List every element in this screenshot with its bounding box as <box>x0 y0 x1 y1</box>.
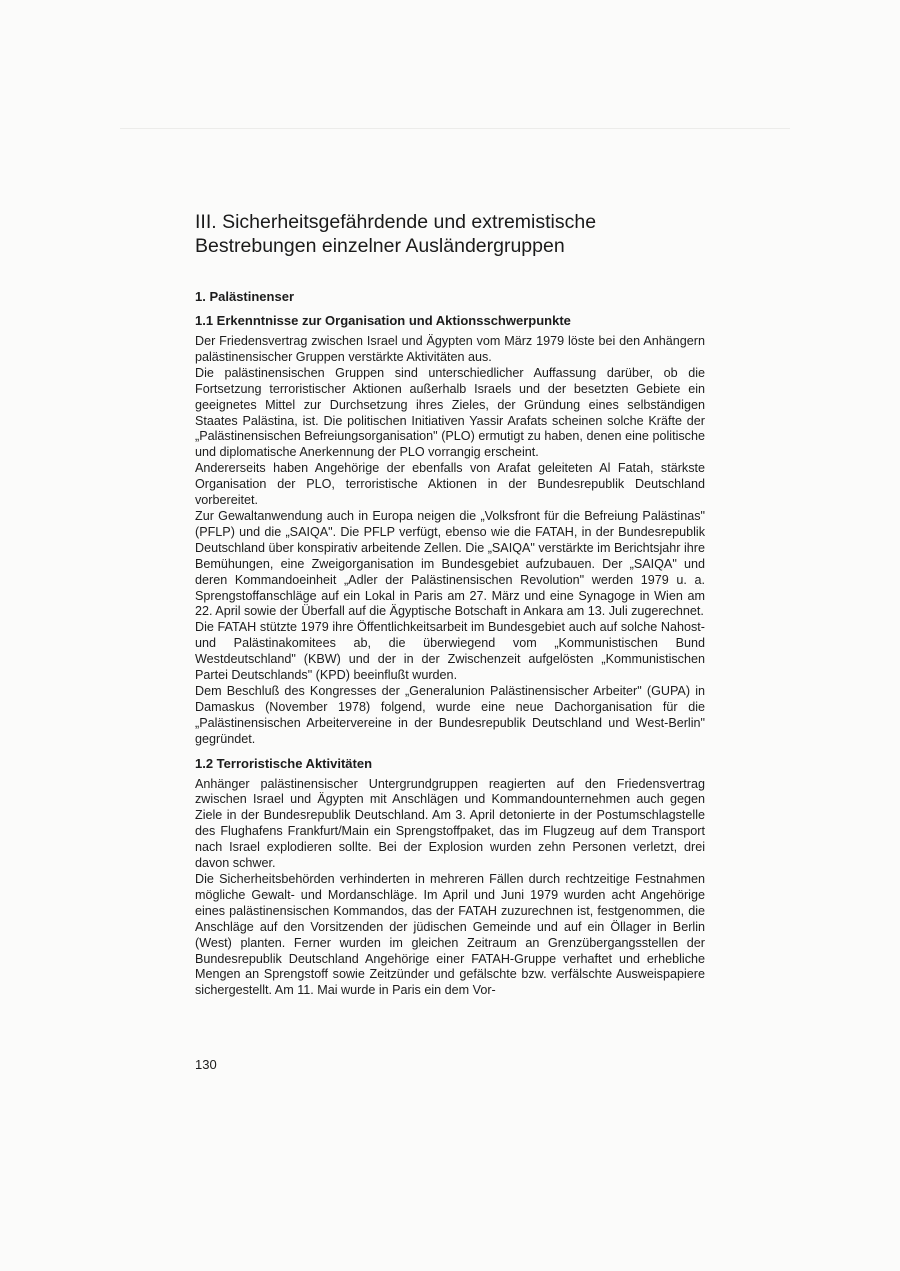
paragraph: Der Friedensvertrag zwischen Israel und Ägypten vom März 1979 löste bei den Anhängern palästinensischer Gruppen verstärkte Aktivitäten aus. <box>195 334 705 364</box>
scan-artifact-line <box>120 128 790 129</box>
paragraph: Die Sicherheitsbehörden verhinderten in mehreren Fällen durch rechtzeitige Festnahmen mögliche Gewalt- und Mordanschläge. Im April und Juni 1979 wurden acht Angehörige eines palästinensischen Kommandos, das der FATAH zuzurechnen ist, festgenommen, die Anschläge auf den Vorsitzenden der jüdischen Gemeinde und auf ein Öllager in Berlin (West) planten. Ferner wurden im gleichen Zeitraum an Grenzübergangsstellen der Bundesrepublik Deutschland Angehörige einer FATAH-Gruppe verhaftet und erhebliche Mengen an Sprengstoff sowie Zeitzünder und gefälschte bzw. verfälschte Ausweispapiere sichergestellt. Am 11. Mai wurde in Paris ein dem Vor- <box>195 872 705 998</box>
subsection-heading-1-2: 1.2 Terroristische Aktivitäten <box>195 755 373 771</box>
paragraph: Die FATAH stützte 1979 ihre Öffentlichkeitsarbeit im Bundesgebiet auch auf solche Nahost- und Palästinakomitees ab, die überwiegend vom „Kommunistischen Bund Westdeutschland" (KBW) und der in der Zwischenzeit aufgelösten „Kommunistischen Partei Deutschlands" (KPD) beeinflußt wurden. <box>195 620 705 683</box>
section-heading: 1. Palästinenser <box>195 289 294 304</box>
paragraph: Anhänger palästinensischer Untergrundgruppen reagierten auf den Friedensvertrag zwischen Israel und Ägypten mit Anschlägen und Kommandounternehmen auch gegen Ziele in der Bundesrepublik Deutschland. Am 3. April detonierte in der Postumschlagstelle des Flughafens Frankfurt/Main ein Sprengstoffpaket, das im Flugzeug auf dem Transport nach Israel explodieren sollte. Bei der Explosion wurden zehn Personen verletzt, drei davon schwer. <box>195 776 705 871</box>
paragraph: Andererseits haben Angehörige der ebenfalls von Arafat geleiteten Al Fatah, stärkste Organisation der PLO, terroristische Aktionen in der Bundesrepublik Deutschland vorbereitet. <box>195 461 705 508</box>
paragraph: Die palästinensischen Gruppen sind unterschiedlicher Auffassung darüber, ob die Fortsetzung terroristischer Aktionen außerhalb Israels und der besetzten Gebiete ein geeignetes Mittel zur Durchsetzung ihres Zieles, der Gründung eines selbständigen Staates Palästina, ist. Die politischen Initiativen Yassir Arafats scheinen solche Kräfte der „Palästinensischen Befreiungsorganisation" (PLO) ermutigt zu haben, denen eine politische und diplomatische Anerkennung der PLO vorrangig erscheint. <box>195 365 705 460</box>
page-content <box>195 210 705 999</box>
chapter-title: III. Sicherheitsgefährdende und extremistische Bestrebungen einzelner Ausländergruppen <box>195 211 597 257</box>
paragraph: Zur Gewaltanwendung auch in Europa neigen die „Volksfront für die Befreiung Palästinas" (PFLP) und die „SAIQA". Die PFLP verfügt, ebenso wie die FATAH, in der Bundesrepublik Deutschland über konspirativ arbeitende Zellen. Die „SAIQA" verstärkte im Berichtsjahr ihre Bemühungen, eine Zweigorganisation im Bundesgebiet aufzubauen. Der „SAIQA" und deren Kommandoeinheit „Adler der Palästinensischen Revolution" werden 1979 u. a. Sprengstoffanschläge auf ein Lokal in Paris am 27. März und eine Synagoge in Wien am 22. April sowie der Überfall auf die Ägyptische Botschaft in Ankara am 13. Juli zugerechnet. <box>195 508 705 619</box>
paragraph: Dem Beschluß des Kongresses der „Generalunion Palästinensischer Arbeiter" (GUPA) in Damaskus (November 1978) folgend, wurde eine neue Dachorganisation für die „Palästinensischen Arbeitervereine in der Bundesrepublik Deutschland und West-Berlin" gegründet. <box>195 683 705 746</box>
page-number: 130 <box>195 1057 217 1072</box>
subsection-heading-1-1: 1.1 Erkenntnisse zur Organisation und Aktionsschwerpunkte <box>195 313 571 328</box>
